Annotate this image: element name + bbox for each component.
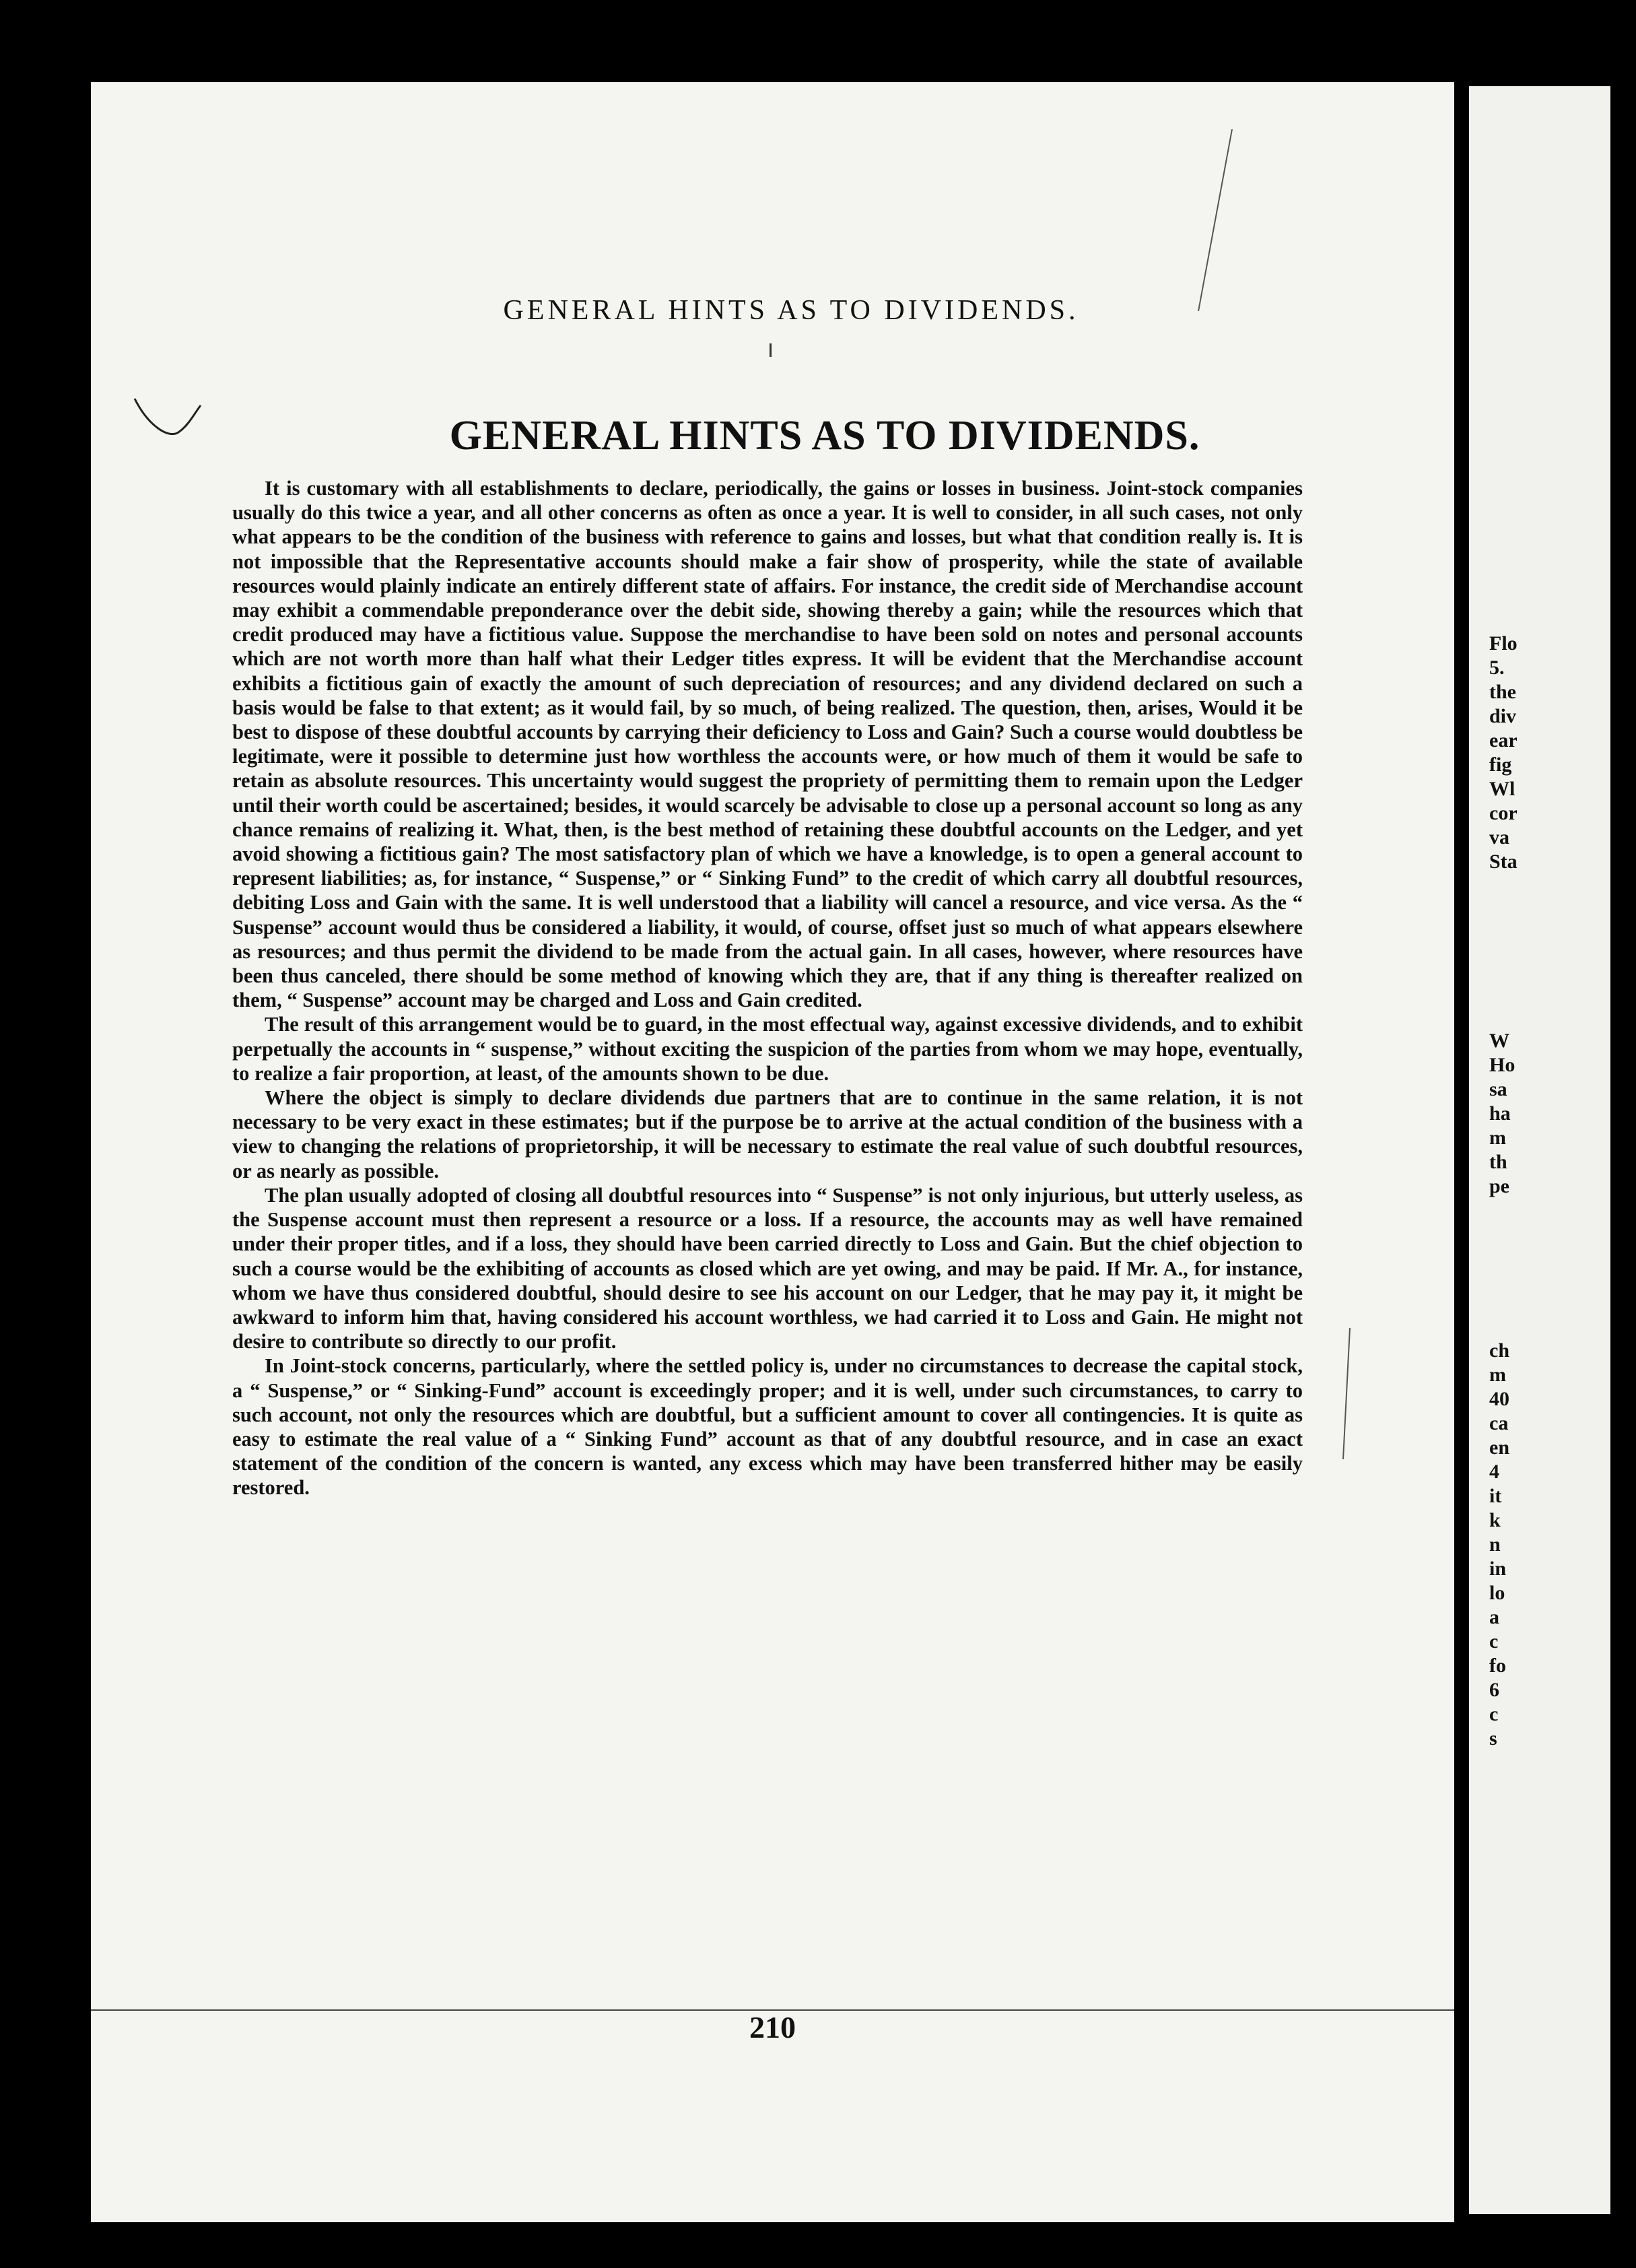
adjacent-page bbox=[1469, 86, 1610, 2214]
adjacent-page-fragment: Sta bbox=[1489, 850, 1518, 873]
running-head: GENERAL HINTS AS TO DIVIDENDS. bbox=[503, 295, 1079, 326]
stray-mark bbox=[770, 343, 772, 357]
body-text bbox=[232, 476, 1303, 1500]
scratch-line-decoration bbox=[1340, 1328, 1353, 1463]
adjacent-page-fragment: W bbox=[1489, 1030, 1509, 1052]
adjacent-page-fragment: in bbox=[1489, 1558, 1507, 1580]
adjacent-page-fragment: cor bbox=[1489, 802, 1518, 824]
adjacent-page-fragment: a bbox=[1489, 1606, 1499, 1628]
adjacent-page-fragment: s bbox=[1489, 1727, 1497, 1749]
adjacent-page-fragment: c bbox=[1489, 1630, 1499, 1653]
adjacent-page-fragment: m bbox=[1489, 1364, 1506, 1386]
paragraph: Where the object is simply to declare dividends due partners that are to continue in the same relation, it is not necessary to be very exact in these estimates; but if the purpose be to arrive at the actual condition of the business with a view to changing the relations of proprietorship, it will be necessary to estimate the real value of such doubtful resources, or as nearly as possible. bbox=[232, 1086, 1303, 1182]
adjacent-page-fragment: lo bbox=[1489, 1582, 1505, 1604]
page-title: GENERAL HINTS AS TO DIVIDENDS. bbox=[449, 413, 1200, 459]
adjacent-page-fragment: 6 bbox=[1489, 1679, 1499, 1701]
adjacent-page-fragment: en bbox=[1489, 1436, 1509, 1459]
paragraph: It is customary with all establishments to declare, periodically, the gains or losses in business. Joint-stock companies usually do this twice a year, and all other concerns as often as once a year. It is well to consider, in all such cases, not only what appears to be the condition of the business with reference to gains and losses, but what that condition really is. It is not impossible that the Representative accounts should make a fair show of prosperity, while the state of available resources would plainly indicate an entirely different state of affairs. For instance, the credit side of Merchandise account may exhibit a commendable preponderance over the debit side, showing thereby a gain; while the resources which that credit produced may have a fictitious value. Suppose the merchandise to have been sold on notes and personal accounts which are not worth more than half what their Ledger titles express. It will be evident that the Merchandise account exhibits a fictitious gain of exactly the amount of such depreciation of resources; and any dividend declared on such a basis would be false to that extent; as it would fail, by so much, of being realized. The question, then, arises, Would it be best to dispose of these doubtful accounts by carrying their deficiency to Loss and Gain? Such a course would doubtless be legitimate, were it possible to determine just how worthless the accounts were, or how much of them it would be safe to retain as absolute resources. This uncertainty would suggest the propriety of permitting them to remain upon the Ledger until their worth could be ascertained; besides, it would scarcely be advisable to close up a personal account so long as any chance remains of realizing it. What, then, is the best method of retaining these doubtful accounts on the Ledger, and yet avoid showing a fictitious gain? The most satisfactory plan of which we have a knowledge, is to open a general account to represent liabilities; as, for instance, “ Suspense,” or “ Sinking Fund” to the credit of which carry all doubtful resources, debiting Loss and Gain with the same. It is well understood that a liability will cancel a resource, and vice versa. As the “ Suspense” account would thus be considered a liability, it would, of course, offset just so much of what appears elsewhere as resources; and thus permit the dividend to be made from the actual gain. In all cases, however, where resources have been thus canceled, there should be some method of knowing which they are, that if any thing is thereafter realized on them, “ Suspense” account may be charged and Loss and Gain credited. bbox=[232, 477, 1303, 1012]
document-page bbox=[91, 82, 1454, 2222]
adjacent-page-fragment: ha bbox=[1489, 1102, 1511, 1125]
adjacent-page-fragment: pe bbox=[1489, 1175, 1509, 1197]
paragraph: The result of this arrangement would be to guard, in the most effectual way, against excessive dividends, and to exhibit perpetually the accounts in “ suspense,” without exciting the suspicion of the parties from whom we may hope, eventually, to realize a fair proportion, at least, of the amounts shown to be due. bbox=[232, 1013, 1303, 1085]
adjacent-page-fragment: Wl bbox=[1489, 778, 1515, 800]
adjacent-page-fragment: Flo bbox=[1489, 632, 1518, 655]
adjacent-page-fragment: sa bbox=[1489, 1078, 1507, 1100]
adjacent-page-fragment: the bbox=[1489, 681, 1516, 703]
adjacent-page-fragment: 5. bbox=[1489, 657, 1505, 679]
adjacent-page-fragment: 4 bbox=[1489, 1461, 1499, 1483]
adjacent-page-fragment: va bbox=[1489, 826, 1509, 848]
adjacent-page-fragment: 40 bbox=[1489, 1388, 1509, 1410]
adjacent-page-fragment: fig bbox=[1489, 754, 1512, 776]
adjacent-page-fragment: th bbox=[1489, 1151, 1507, 1173]
page-number: 210 bbox=[749, 2010, 796, 2044]
paragraph: The plan usually adopted of closing all doubtful resources into “ Suspense” is not only injurious, but utterly useless, as the Suspense account must then represent a resource or a loss. If a resource, the accounts may as well have remained under their proper titles, and if a loss, they should have been carried directly to Loss and Gain. But the chief objection to such a course would be the exhibiting of accounts as closed which are yet owing, and may be paid. If Mr. A., for instance, whom we have thus considered doubtful, should desire to see his account on our Ledger, that he may pay it, it might be awkward to inform him that, having considered his account worthless, we had carried it to Loss and Gain. He might not desire to contribute so directly to our profit. bbox=[232, 1183, 1303, 1354]
adjacent-page-fragment: m bbox=[1489, 1127, 1506, 1149]
adjacent-page-fragment: it bbox=[1489, 1485, 1502, 1507]
adjacent-page-fragment: n bbox=[1489, 1533, 1501, 1556]
paragraph: In Joint-stock concerns, particularly, where the settled policy is, under no circumstances to decrease the capital stock, a “ Suspense,” or “ Sinking-Fund” account is exceedingly proper; and it is well, under such circumstances, to carry to such account, not only the resources which are doubtful, but a sufficient amount to cover all contingencies. It is quite as easy to estimate the real value of a “ Sinking Fund” account as that of any doubtful resource, and in case an exact statement of the condition of the concern is wanted, any excess which may have been transferred hither may be easily restored. bbox=[232, 1354, 1303, 1500]
adjacent-page-fragment: fo bbox=[1489, 1655, 1506, 1677]
adjacent-page-fragment: div bbox=[1489, 705, 1517, 727]
adjacent-page-fragment: c bbox=[1489, 1703, 1499, 1725]
pencil-mark-decoration bbox=[128, 385, 209, 459]
adjacent-page-fragment: ear bbox=[1489, 729, 1518, 752]
scratch-line-decoration bbox=[1195, 129, 1235, 318]
adjacent-page-fragment: ch bbox=[1489, 1339, 1509, 1362]
adjacent-page-fragment: ca bbox=[1489, 1412, 1509, 1434]
adjacent-page-fragment: Ho bbox=[1489, 1054, 1515, 1076]
adjacent-page-fragment: k bbox=[1489, 1509, 1501, 1531]
